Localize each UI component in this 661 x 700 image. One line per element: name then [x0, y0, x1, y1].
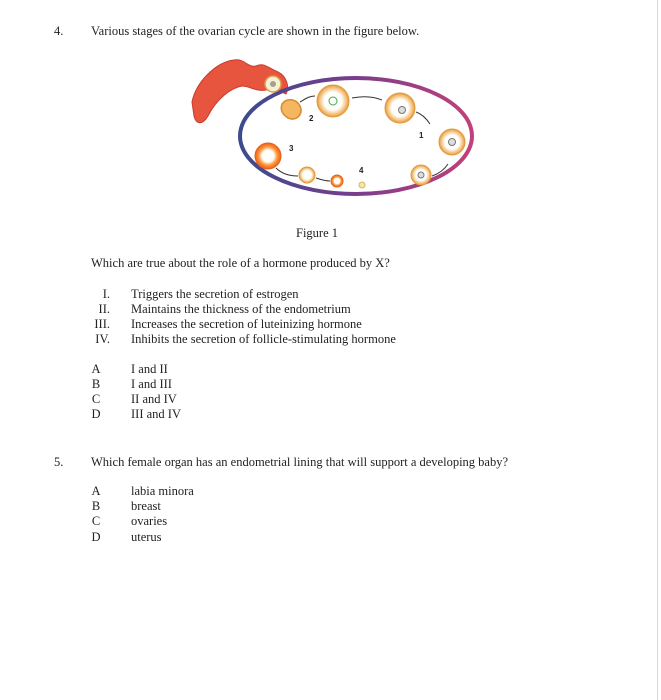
figure-label-3: 3 [289, 144, 294, 153]
option-text: labia minora [131, 484, 194, 498]
option-letter: C [91, 392, 101, 406]
option-text: II and IV [131, 392, 177, 406]
statement-numeral: II. [98, 302, 110, 316]
statement-text: Increases the secretion of luteinizing hormone [131, 317, 362, 331]
option-text: ovaries [131, 514, 168, 528]
option-text: I and II [131, 362, 168, 376]
statement-text: Inhibits the secretion of follicle-stimulating hormone [131, 332, 396, 346]
figure-label-4: 4 [359, 166, 364, 175]
corpus-albicans [331, 175, 343, 187]
question-5-number: 5. [54, 455, 64, 469]
option-text: uterus [131, 530, 162, 544]
option-letter: C [91, 514, 101, 528]
question-4-number: 4. [54, 24, 64, 38]
statement-text: Maintains the thickness of the endometrium [131, 302, 351, 316]
question-5-text: Which female organ has an endometrial lining that will support a developing baby? [91, 455, 509, 469]
corpus-albicans [299, 167, 315, 183]
ovarian-cycle-figure [186, 52, 478, 210]
ruptured-follicle [281, 100, 301, 119]
question-4-text: Which are true about the role of a hormone produced by X? [91, 256, 390, 270]
option-text: I and III [131, 377, 172, 391]
option-letter: A [91, 484, 101, 498]
statement-numeral: I. [102, 287, 110, 301]
figure-label-1: 1 [419, 131, 424, 140]
page-edge-line [657, 0, 658, 700]
statement-text: Triggers the secretion of estrogen [131, 287, 299, 301]
option-letter: D [91, 407, 101, 421]
statement-numeral: III. [94, 317, 110, 331]
option-letter: A [91, 362, 101, 376]
option-letter: B [91, 377, 101, 391]
statement-numeral: IV. [95, 332, 110, 346]
option-text: breast [131, 499, 161, 513]
ovary-outline [240, 78, 472, 194]
figure-label-2: 2 [309, 114, 314, 123]
option-letter: D [91, 530, 101, 544]
option-letter: B [91, 499, 101, 513]
option-text: III and IV [131, 407, 181, 421]
corpus-luteum [255, 143, 281, 169]
figure-caption: Figure 1 [296, 226, 339, 240]
question-4-prompt: Various stages of the ovarian cycle are shown in the figure below. [91, 24, 420, 38]
